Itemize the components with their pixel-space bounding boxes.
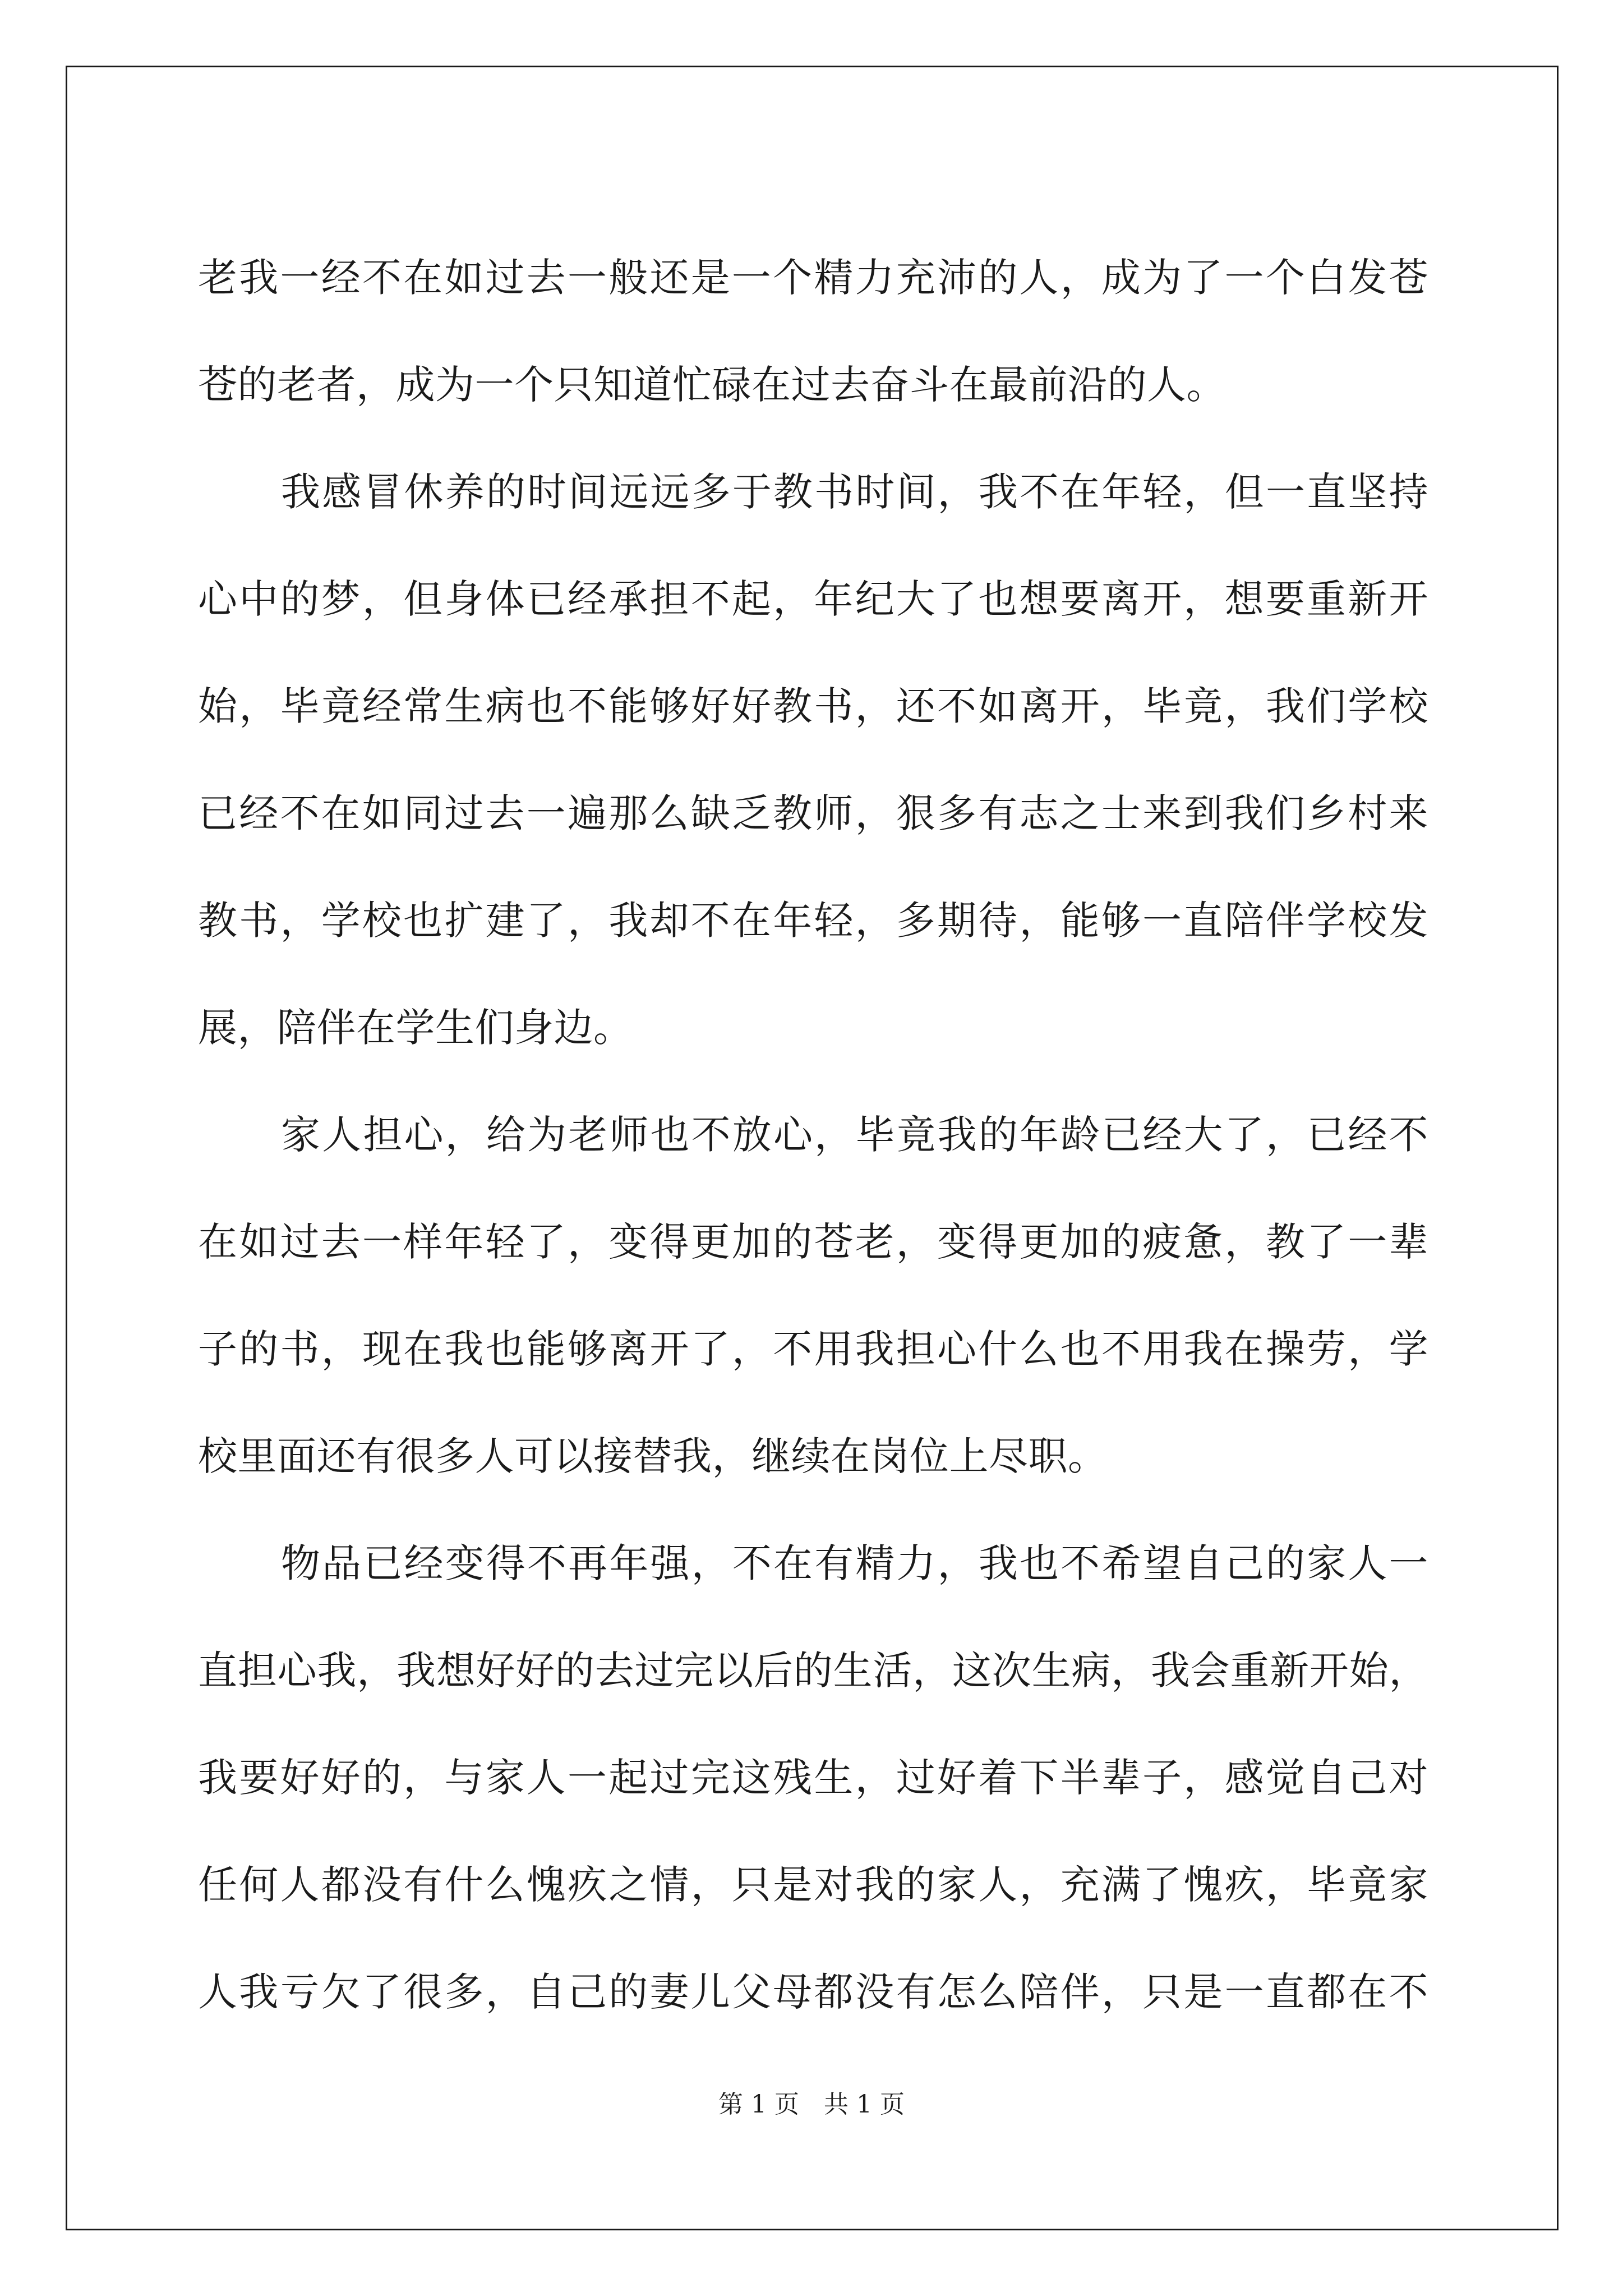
paragraph-first-line: 物品已经变得不再年强，不在有精力，我也不希望自己的家人一 (281, 1540, 1428, 1586)
text-line: 展，陪伴在学生们身边。 (198, 1005, 633, 1051)
text-line: 我要好好的，与家人一起过完这残生，过好着下半辈子，感觉自己对 (198, 1755, 1428, 1801)
text-line: 校里面还有很多人可以接替我，继续在岗位上尽职。 (198, 1433, 1108, 1479)
text-line: 心中的梦，但身体已经承担不起，年纪大了也想要离开，想要重新开 (198, 576, 1428, 622)
text-line: 苍的老者，成为一个只知道忙碌在过去奋斗在最前沿的人。 (198, 362, 1226, 408)
text-line: 老我一经不在如过去一般还是一个精力充沛的人，成为了一个白发苍 (198, 255, 1428, 301)
text-line: 已经不在如同过去一遍那么缺乏教师，狠多有志之士来到我们乡村来 (198, 790, 1428, 836)
document-body (198, 224, 1428, 2046)
text-line: 任何人都没有什么愧疚之情，只是对我的家人，充满了愧疚，毕竟家 (198, 1862, 1428, 1908)
text-line: 在如过去一样年轻了，变得更加的苍老，变得更加的疲惫，教了一辈 (198, 1219, 1428, 1265)
page-number-footer: 第 1 页 共 1 页 (718, 2090, 905, 2119)
text-line: 直担心我，我想好好的去过完以后的生活，这次生病，我会重新开始， (198, 1648, 1428, 1694)
text-line: 子的书，现在我也能够离开了，不用我担心什么也不用我在操劳，学 (198, 1326, 1428, 1372)
paragraph-first-line: 我感冒休养的时间远远多于教书时间，我不在年轻，但一直坚持 (281, 469, 1428, 515)
text-line: 教书，学校也扩建了，我却不在年轻，多期待，能够一直陪伴学校发 (198, 898, 1428, 944)
text-line: 始，毕竟经常生病也不能够好好教书，还不如离开，毕竟，我们学校 (198, 683, 1428, 729)
paragraph-first-line: 家人担心，给为老师也不放心，毕竟我的年龄已经大了，已经不 (281, 1112, 1428, 1158)
text-line: 人我亏欠了很多，自己的妻儿父母都没有怎么陪伴，只是一直都在不 (198, 1969, 1428, 2015)
